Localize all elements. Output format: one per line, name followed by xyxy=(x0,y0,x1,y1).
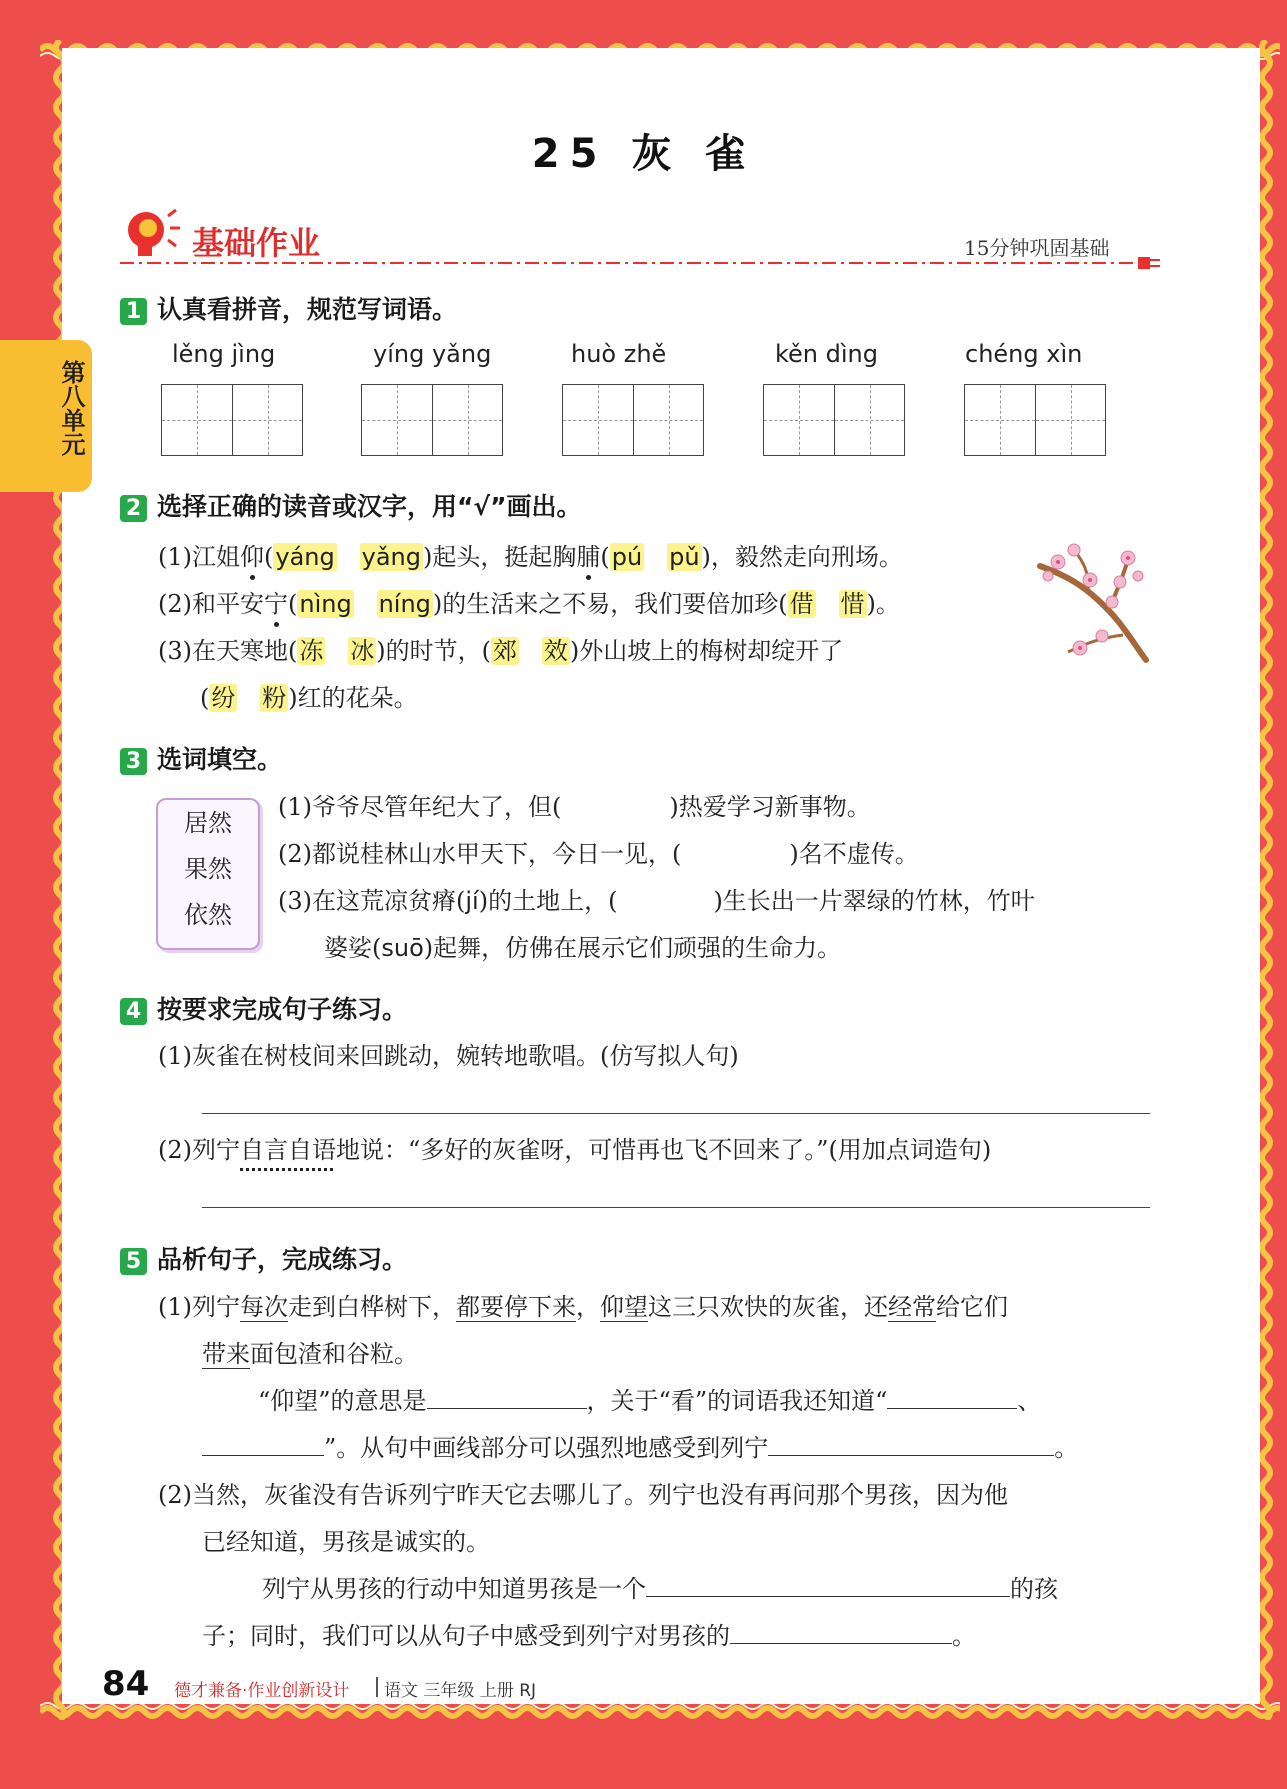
q2-option-ning4[interactable]: nìng xyxy=(299,590,352,618)
q5-question-1-line-1: “仰望”的意思是 ，关于“看”的词语我还知道“ 、 xyxy=(258,1381,1041,1416)
q5-blank-meaning[interactable] xyxy=(427,1384,587,1409)
q1-writing-grid-3[interactable] xyxy=(562,384,704,456)
page-number: 84 xyxy=(102,1664,150,1704)
footer-series: 德才兼备·作业创新设计 xyxy=(174,1681,350,1701)
q3-word-3: 依然 xyxy=(184,901,232,929)
q1-number: 1 xyxy=(120,298,147,325)
q3-sentence-2: (2)都说桂林山水甲天下，今日一见，( )名不虚传。 xyxy=(278,840,919,868)
q2-option-pu3[interactable]: pǔ xyxy=(669,543,700,571)
q3-sentence-3: (3)在这荒凉贫瘠(jí)的土地上，( )生长出一片翠绿的竹林，竹叶 xyxy=(278,887,1035,915)
q2-option-xiao[interactable]: 效 xyxy=(543,637,568,665)
q2-option-jie[interactable]: 借 xyxy=(789,590,814,618)
q4-sentence-1: (1)灰雀在树枝间来回跳动，婉转地歌唱。(仿写拟人句) xyxy=(158,1042,739,1070)
section-title: 基础作业 xyxy=(192,224,321,262)
q3-word-2: 果然 xyxy=(184,855,232,883)
q1-writing-grid-2[interactable] xyxy=(361,384,503,456)
q2-title: 选择正确的读音或汉字，用“√”画出。 xyxy=(157,492,582,521)
q1-title: 认真看拼音，规范写词语。 xyxy=(157,295,458,324)
q5-passage-1-line-1: (1)列宁每次走到白桦树下，都要停下来，仰望这三只欢快的灰雀，还经常给它们 xyxy=(158,1293,1008,1321)
q2-option-bing[interactable]: 冰 xyxy=(350,637,375,665)
q2-option-fen-silk[interactable]: 纷 xyxy=(211,684,236,712)
q2-heading xyxy=(120,487,582,523)
q2-option-xi[interactable]: 惜 xyxy=(840,590,865,618)
q2-sentence-3: (3)在天寒地(冻 冰)的时节，(郊 效)外山坡上的梅树却绽开了 xyxy=(158,637,844,665)
q4-answer-line-2[interactable] xyxy=(202,1207,1150,1208)
q3-word-1: 居然 xyxy=(184,809,232,837)
q5-blank-word-2[interactable] xyxy=(202,1431,324,1456)
q1-writing-grid-4[interactable] xyxy=(763,384,905,456)
q3-title: 选词填空。 xyxy=(157,745,283,774)
q2-sentence-1: (1)江姐仰(yáng yǎng)起头，挺起胸脯(pú pǔ)，毅然走向刑场。 xyxy=(158,537,903,572)
plum-blossom-illustration xyxy=(1028,540,1158,665)
unit-tab-label: 第八单元 xyxy=(57,360,85,456)
q5-title: 品析句子，完成练习。 xyxy=(157,1245,408,1274)
q3-word-bank xyxy=(156,798,260,950)
q2-option-pu2[interactable]: pú xyxy=(611,543,643,571)
q5-passage-1-line-2: 带来面包渣和谷粒。 xyxy=(202,1340,418,1368)
q5-question-2-line-2: 子；同时，我们可以从句子中感受到列宁对男孩的 。 xyxy=(202,1616,976,1651)
q3-sentence-1: (1)爷爷尽管年纪大了，但( )热爱学习新事物。 xyxy=(278,793,871,821)
q4-title: 按要求完成句子练习。 xyxy=(157,995,408,1024)
q2-option-yang3[interactable]: yǎng xyxy=(361,543,421,571)
q3-sentence-3-cont: 婆娑(suō)起舞，仿佛在展示它们顽强的生命力。 xyxy=(324,934,842,962)
q1-pinyin-3: huò zhě xyxy=(571,340,667,368)
q5-heading xyxy=(120,1240,407,1276)
q3-number: 3 xyxy=(120,748,147,775)
q2-number: 2 xyxy=(120,495,147,522)
q5-passage-2-line-1: (2)当然，灰雀没有告诉列宁昨天它去哪儿了。列宁也没有再问那个男孩，因为他 xyxy=(158,1481,1008,1509)
q5-blank-feeling[interactable] xyxy=(768,1431,1054,1456)
q1-pinyin-1: lěng jìng xyxy=(172,340,276,368)
footer-divider xyxy=(376,1677,378,1697)
q5-blank-attitude[interactable] xyxy=(730,1619,952,1644)
q1-writing-grid-1[interactable] xyxy=(161,384,303,456)
q4-number: 4 xyxy=(120,998,147,1025)
q2-sentence-3-cont: (纷 粉)红的花朵。 xyxy=(200,684,418,712)
q2-option-jiao[interactable]: 郊 xyxy=(492,637,517,665)
q5-blank-character[interactable] xyxy=(646,1572,1010,1597)
q3-heading xyxy=(120,740,282,776)
q4-heading xyxy=(120,990,407,1026)
q5-number: 5 xyxy=(120,1248,147,1275)
q1-heading xyxy=(120,290,457,326)
q2-option-fen-powder[interactable]: 粉 xyxy=(262,684,287,712)
q2-sentence-2: (2)和平安宁(nìng níng)的生活来之不易，我们要倍加珍(借 惜)。 xyxy=(158,584,900,619)
q2-option-yang2[interactable]: yáng xyxy=(275,543,335,571)
q5-question-1-line-2: ”。从句中画线部分可以强烈地感受到列宁 。 xyxy=(202,1428,1078,1463)
section-note: 15分钟巩固基础 xyxy=(964,236,1110,260)
q5-passage-2-line-2: 已经知道，男孩是诚实的。 xyxy=(202,1528,490,1556)
q2-option-ning2[interactable]: níng xyxy=(378,590,431,618)
unit-tab xyxy=(0,340,92,492)
q1-pinyin-2: yíng yǎng xyxy=(373,340,492,368)
footer-book-info: 语文 三年级 上册 RJ xyxy=(384,1681,537,1701)
q4-sentence-2: (2)列宁自言自语地说：“多好的灰雀呀，可惜再也飞不回来了。”(用加点词造句) xyxy=(158,1136,992,1164)
q5-question-2-line-1: 列宁从男孩的行动中知道男孩是一个 的孩 xyxy=(262,1569,1058,1604)
q5-blank-word-1[interactable] xyxy=(887,1384,1017,1409)
q2-option-dong[interactable]: 冻 xyxy=(299,637,324,665)
q4-answer-line-1[interactable] xyxy=(202,1113,1150,1114)
q1-writing-grid-5[interactable] xyxy=(964,384,1106,456)
q1-pinyin-5: chéng xìn xyxy=(965,340,1083,368)
lesson-title: 25 灰 雀 xyxy=(531,131,756,177)
q4-dotted-word: 自言自语 xyxy=(240,1136,336,1164)
q1-pinyin-4: kěn dìng xyxy=(775,340,878,368)
section-divider xyxy=(120,256,1160,270)
